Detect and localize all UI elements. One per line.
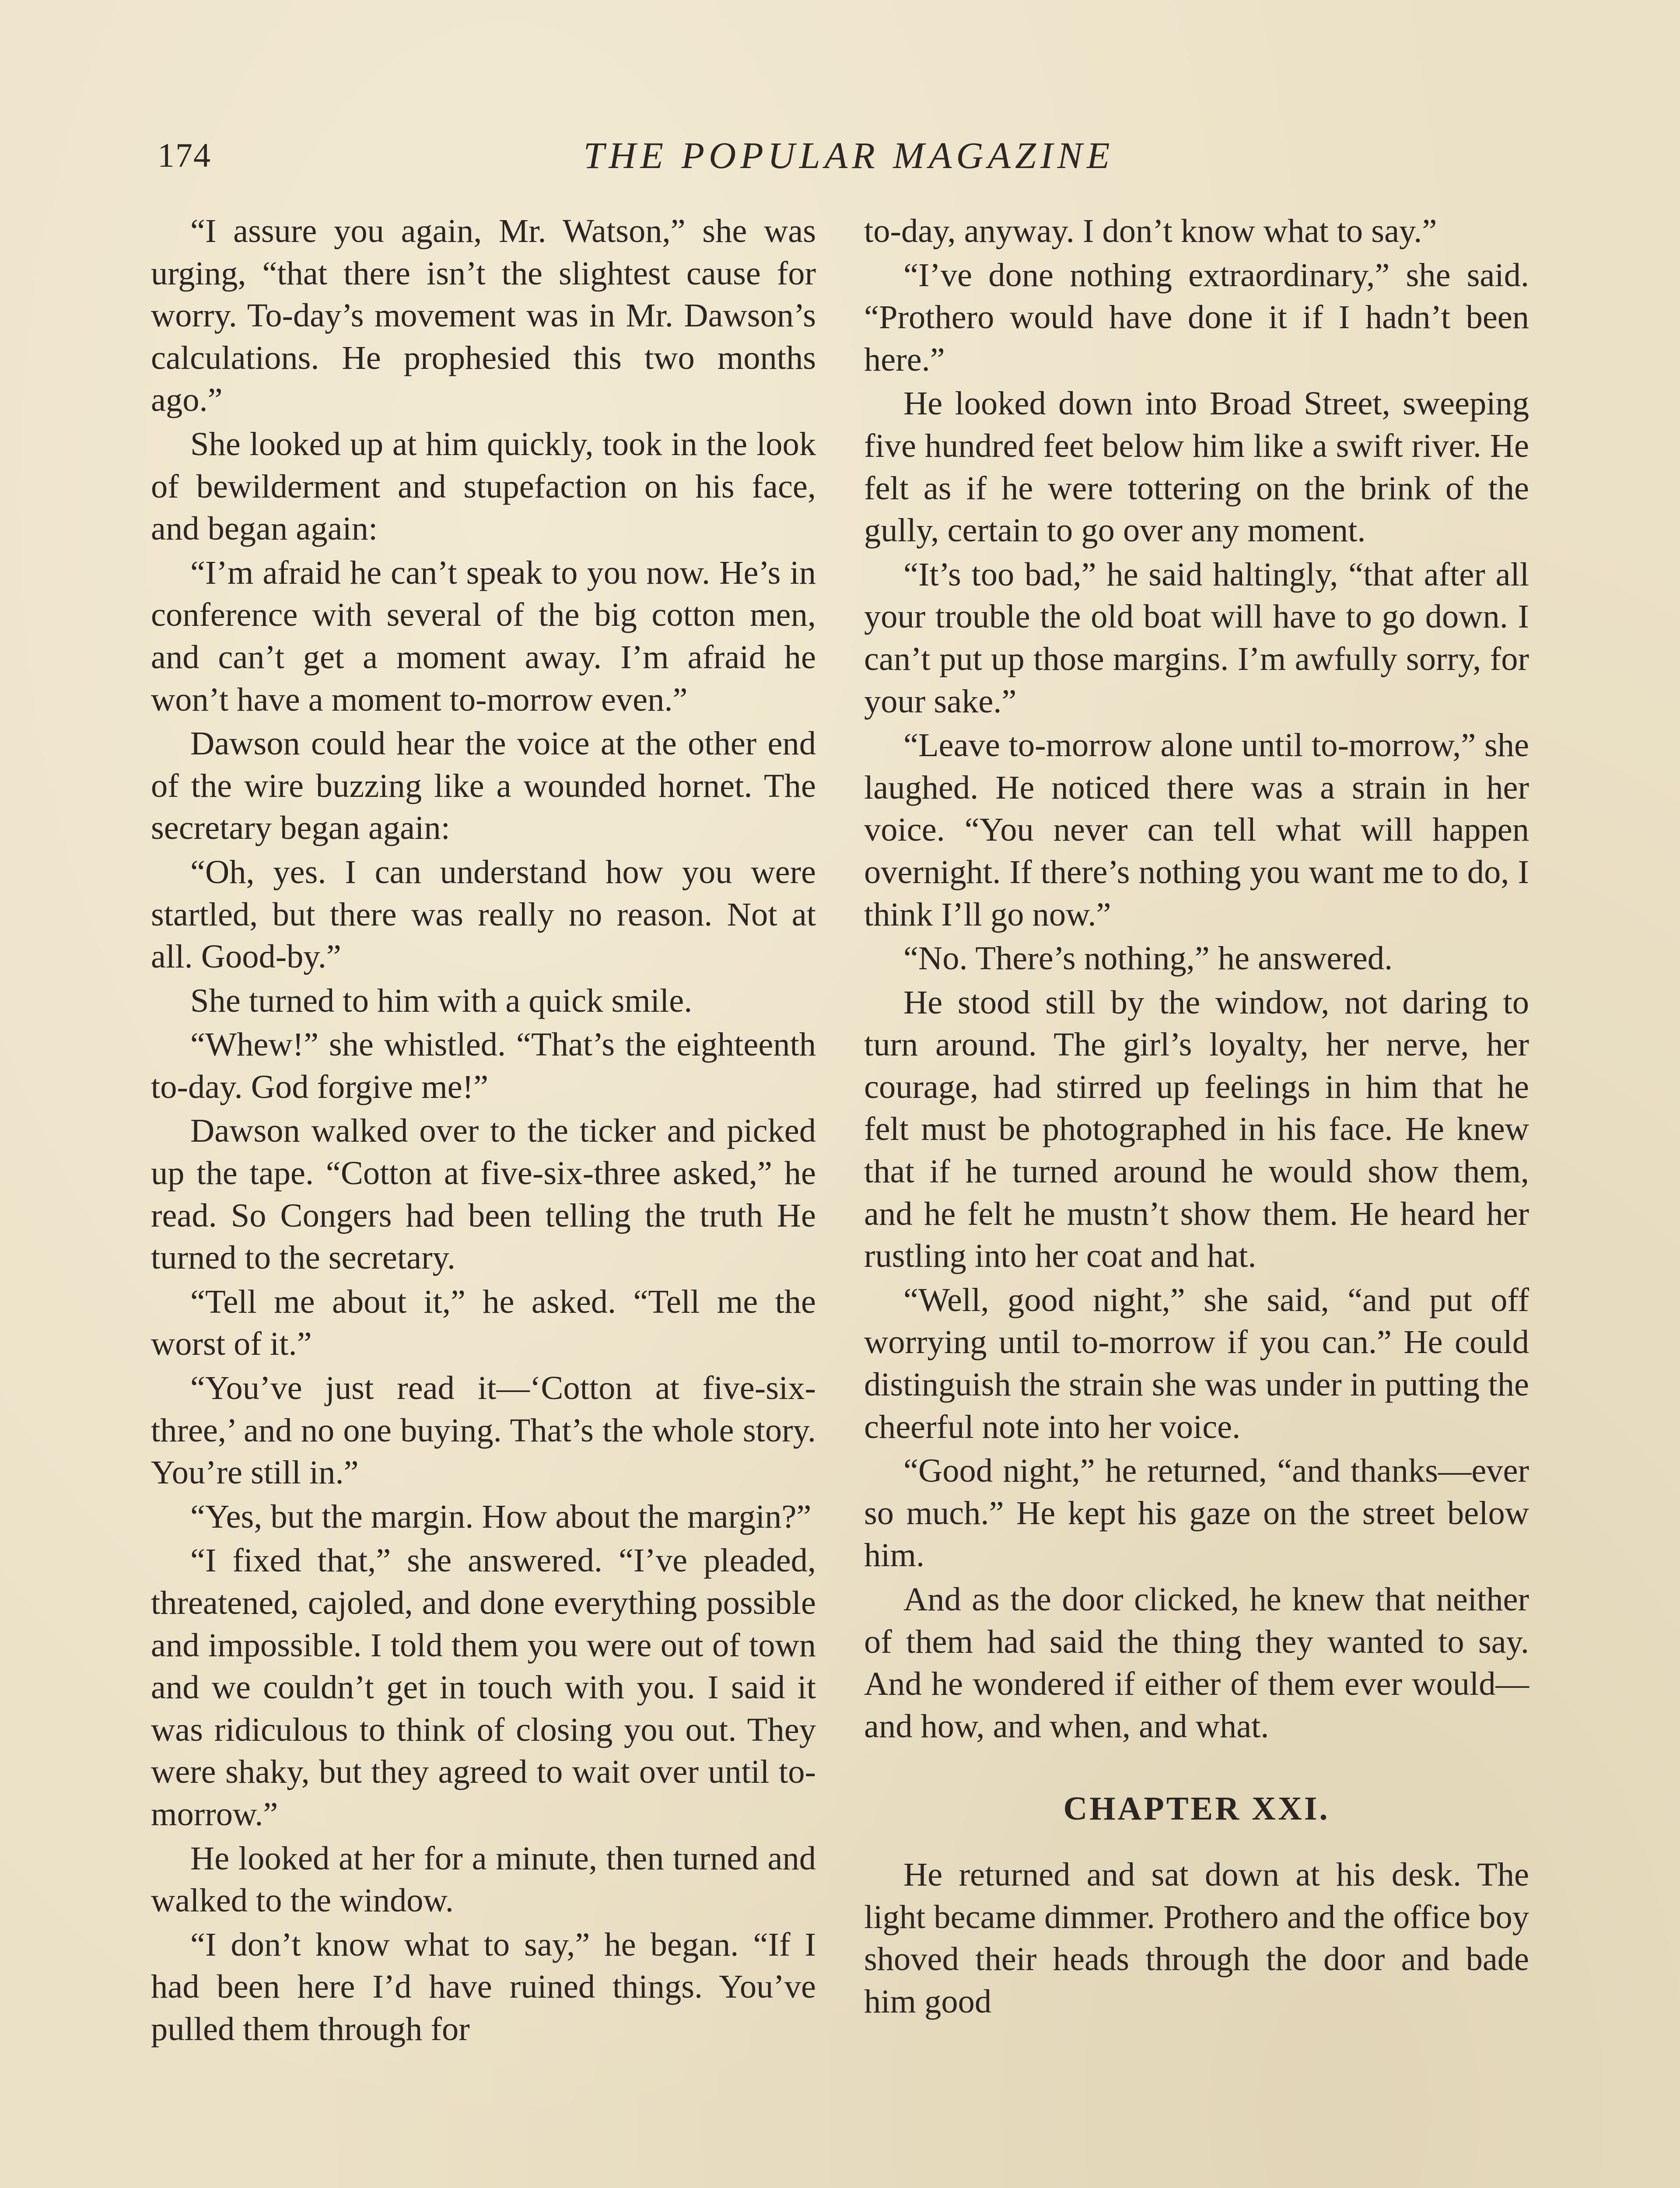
paragraph: “Leave to-morrow alone until to-morrow,” she laughed. He noticed there was a strain in her voice. “You never can tell what will happen overnight. If there’s nothing you want me to do, I think I’ll go now.” — [864, 726, 1529, 933]
paragraph: “Tell me about it,” he asked. “Tell me the worst of it.” — [151, 1283, 816, 1363]
paragraph: “No. There’s nothing,” he answered. — [903, 940, 1393, 977]
paragraph: “You’ve just read it—‘Cotton at five-six-three,’ and no one buying. That’s the whole story. You’re still in.” — [151, 1369, 816, 1491]
paragraph: “I don’t know what to say,” he began. “If I had been here I’d have ruined things. You’ve pulled them through for — [151, 1925, 816, 2048]
paragraph: “Whew!” she whistled. “That’s the eighteenth to-day. God forgive me!” — [151, 1026, 816, 1105]
paragraph: He looked at her for a minute, then turned and walked to the window. — [151, 1839, 816, 1919]
paragraph: He looked down into Broad Street, sweeping five hundred feet below him like a swift river. He felt as if he were tottering on the brink of the gully, certain to go over any moment. — [864, 385, 1529, 549]
paragraph: She looked up at him quickly, took in the look of bewilderment and stupefaction on his face, and began again: — [151, 425, 816, 547]
paragraph: And as the door clicked, he knew that neither of them had said the thing they wanted to say. And he wondered if either of them ever would—and how, and when, and what. — [864, 1581, 1529, 1745]
paragraph: She turned to him with a quick smile. — [190, 982, 693, 1019]
paragraph: “I fixed that,” she answered. “I’ve pleaded, threatened, cajoled, and done everything possible and impossible. I told them you were out of town and we couldn’t get in touch with you. I said it was ridiculous to think of closing you out. They were shaky, but they agreed to wait over until to-morrow.” — [151, 1542, 816, 1833]
paragraph: “I’m afraid he can’t speak to you now. He’s in conference with several of the big cotton men, and can’t get a moment away. I’m afraid he won’t have a moment to-morrow even.” — [151, 554, 816, 718]
chapter-heading: CHAPTER XXI. — [1063, 1790, 1330, 1827]
paragraph: “Oh, yes. I can understand how you were startled, but there was really no reason. Not at all. Good-by.” — [151, 853, 816, 975]
page-number: 174 — [158, 136, 211, 174]
left-column — [151, 210, 816, 2051]
paragraph: He returned and sat down at his desk. The light became dimmer. Prothero and the office boy shoved their heads through the door and bade him good — [864, 1855, 1529, 2020]
paragraph: He stood still by the window, not daring to turn around. The girl’s loyalty, her nerve, her courage, had stirred up feelings in him that he felt must be photographed in his face. He knew that if he turned around he would show them, and he felt he mustn’t show them. He heard her rustling into her coat and hat. — [864, 983, 1529, 1275]
right-column — [864, 210, 1529, 2023]
paragraph: “Well, good night,” she said, “and put off worrying until to-morrow if you can.” He could distinguish the strain she was under in putting the cheerful note into her voice. — [864, 1281, 1529, 1445]
paragraph: Dawson could hear the voice at the other end of the wire buzzing like a wounded hornet. The secretary began again: — [151, 725, 816, 847]
paragraph: “I assure you again, Mr. Watson,” she was urging, “that there isn’t the slightest cause for worry. To-day’s movement was in Mr. Dawson’s calculations. He prophesied this two months ago.” — [151, 212, 816, 419]
paragraph: “I’ve done nothing extraordinary,” she said. “Prothero would have done it if I hadn’t been here.” — [864, 256, 1529, 378]
running-head: THE POPULAR MAGAZINE — [583, 134, 1114, 176]
paragraph: Dawson walked over to the ticker and picked up the tape. “Cotton at five-six-three asked,” he read. So Congers had been telling the truth He turned to the secretary. — [151, 1112, 816, 1276]
paragraph: “Good night,” he returned, “and thanks—ever so much.” He kept his gaze on the street below him. — [864, 1452, 1529, 1574]
page-header — [158, 131, 1540, 179]
paragraph: to-day, anyway. I don’t know what to say.” — [864, 212, 1437, 249]
paragraph: “It’s too bad,” he said haltingly, “that after all your trouble the old boat will have to go down. I can’t put up those margins. I’m awfully sorry, for your sake.” — [864, 555, 1529, 720]
paragraph: “Yes, but the margin. How about the margin?” — [190, 1497, 812, 1535]
